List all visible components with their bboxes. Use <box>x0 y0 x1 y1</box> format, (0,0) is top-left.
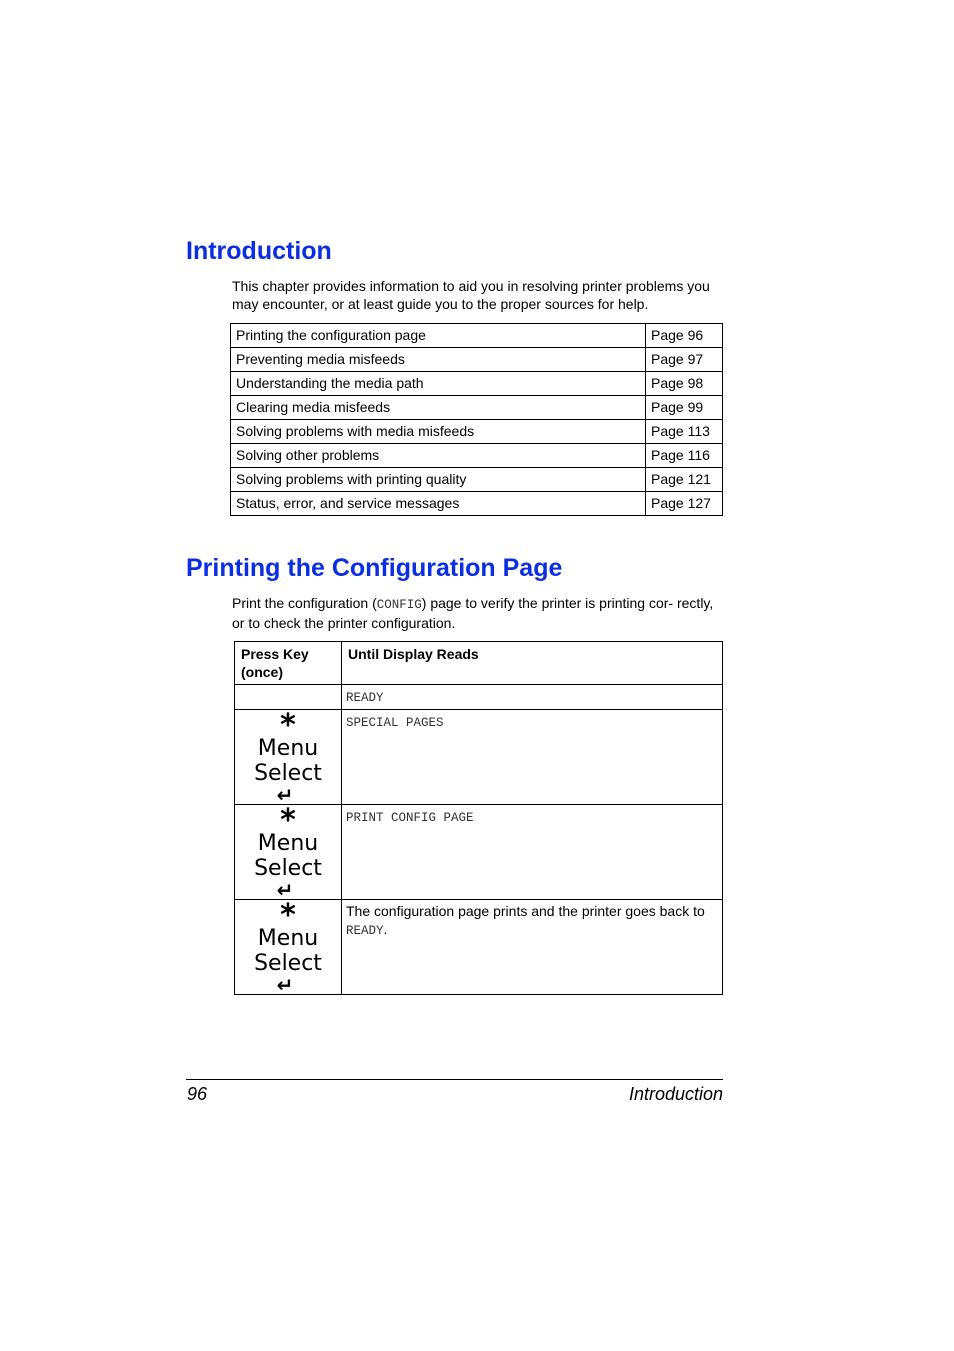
table-row <box>231 324 723 348</box>
star-icon: * <box>280 708 296 743</box>
toc-page: Page 116 <box>646 444 723 468</box>
display-special-pages <box>342 710 723 805</box>
table-header-row <box>235 642 723 685</box>
toc-topic: Printing the configuration page <box>231 324 646 348</box>
table-row <box>231 348 723 372</box>
toc-topic: Solving problems with media misfeeds <box>231 420 646 444</box>
toc-topic: Clearing media misfeeds <box>231 396 646 420</box>
menu-select-key-icon <box>235 708 341 807</box>
star-icon: * <box>280 898 296 933</box>
toc-topic: Preventing media misfeeds <box>231 348 646 372</box>
display-print-config-page <box>342 805 723 900</box>
config-text-post: ) page to verify the printer is printing cor- rectly, or to check the printer configuration. <box>232 595 714 631</box>
toc-page: Page 127 <box>646 492 723 516</box>
menu-select-key-icon <box>235 898 341 997</box>
table-row <box>231 420 723 444</box>
enter-icon: ↵ <box>276 878 294 902</box>
toc-topic: Understanding the media path <box>231 372 646 396</box>
display-text: SPECIAL PAGES <box>346 716 444 730</box>
table-row <box>235 710 723 805</box>
table-row <box>231 444 723 468</box>
config-steps-table <box>234 641 723 995</box>
key-empty <box>235 685 342 710</box>
enter-icon: ↵ <box>276 783 294 807</box>
key-select-label: Select <box>254 951 322 976</box>
toc-page: Page 113 <box>646 420 723 444</box>
header-display: Until Display Reads <box>342 642 723 685</box>
footer-section-title: Introduction <box>628 1084 723 1104</box>
key-cell <box>235 900 342 995</box>
table-row <box>231 492 723 516</box>
table-row <box>235 685 723 710</box>
key-select-label: Select <box>254 761 322 786</box>
display-text: PRINT CONFIG PAGE <box>346 811 474 825</box>
display-final-note <box>342 900 723 995</box>
key-menu-label: Menu <box>257 926 319 951</box>
footer-page-number: 96 <box>187 1084 208 1104</box>
display-ready <box>342 685 723 710</box>
toc-topic: Solving other problems <box>231 444 646 468</box>
key-select-label: Select <box>254 856 322 881</box>
key-menu-label: Menu <box>257 736 319 761</box>
table-row <box>231 396 723 420</box>
enter-icon: ↵ <box>276 973 294 997</box>
key-cell <box>235 710 342 805</box>
key-menu-label: Menu <box>257 831 319 856</box>
toc-topic: Status, error, and service messages <box>231 492 646 516</box>
header-press-key: Press Key (once) <box>235 642 342 685</box>
display-note-end: . <box>383 921 388 937</box>
display-note-text: The configuration page prints and the printer goes back to <box>346 903 705 919</box>
table-row <box>235 805 723 900</box>
toc-page: Page 96 <box>646 324 723 348</box>
toc-page: Page 99 <box>646 396 723 420</box>
config-text-pre: Print the configuration ( <box>232 595 377 611</box>
star-icon: * <box>280 803 296 838</box>
intro-paragraph: This chapter provides information to aid you in resolving printer problems you may encounter, or at least guide you to the proper sources for help. <box>232 278 710 312</box>
toc-page: Page 97 <box>646 348 723 372</box>
toc-topic: Solving problems with printing quality <box>231 468 646 492</box>
key-cell <box>235 805 342 900</box>
table-row <box>231 468 723 492</box>
config-paragraph <box>232 595 724 632</box>
intro-heading: Introduction <box>186 237 332 265</box>
table-row <box>231 372 723 396</box>
menu-select-key-icon <box>235 803 341 902</box>
table-row <box>235 900 723 995</box>
display-note-code: READY <box>346 924 384 938</box>
display-text: READY <box>346 691 384 705</box>
chapter-contents-table <box>230 323 723 516</box>
config-heading: Printing the Configuration Page <box>186 554 563 582</box>
config-code: CONFIG <box>376 598 422 612</box>
toc-page: Page 121 <box>646 468 723 492</box>
toc-page: Page 98 <box>646 372 723 396</box>
footer-rule <box>186 1079 723 1080</box>
